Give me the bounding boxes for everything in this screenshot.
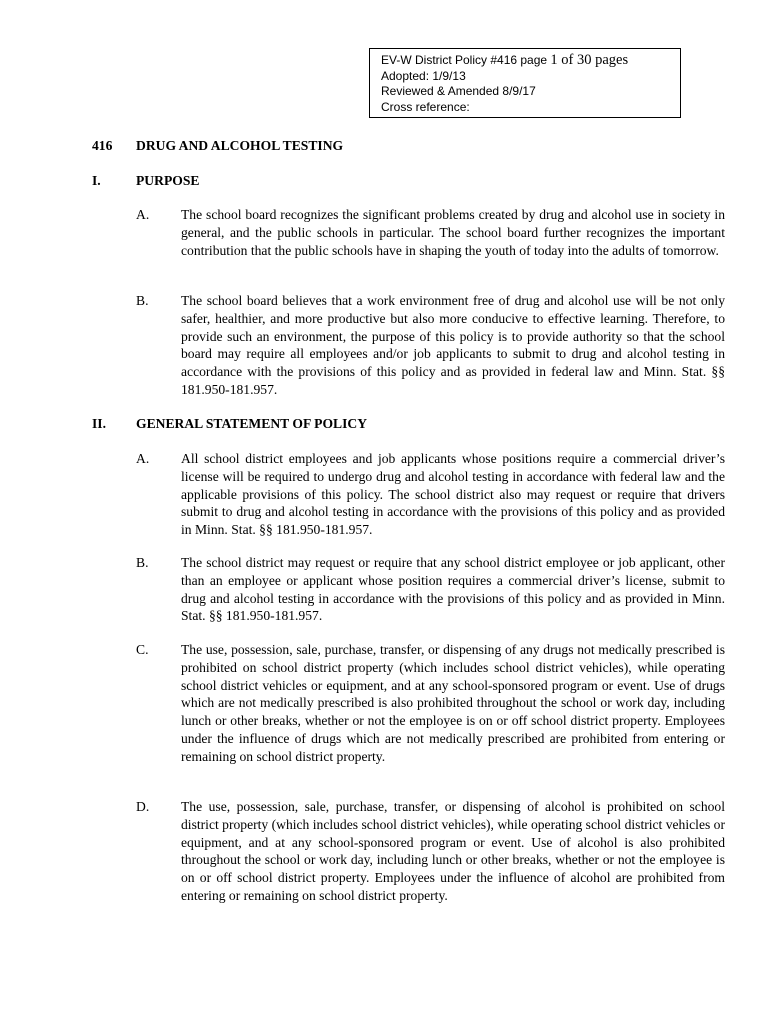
reviewed-date: Reviewed & Amended 8/9/17 — [381, 84, 536, 98]
item-letter: B. — [136, 293, 149, 308]
policy-header-box — [369, 48, 681, 118]
item-paragraph: The use, possession, sale, purchase, transfer, or dispensing of alcohol is prohibited on school district property (which includes school district vehicles), while operating school district vehicles or equipment, and at any school-sponsored program or event. Use of alcohol is also prohibited throughout the school or work day, including lunch or other breaks, whether or not the employee is on or off school district property. Employees under the influence of alcohol are prohibited from entering or remaining on school district property. — [181, 799, 725, 903]
item-paragraph: The use, possession, sale, purchase, transfer, or dispensing of any drugs not medically prescribed is prohibited on school district property (which includes school district vehicles), while operating school district vehicles or equipment, and at any school-sponsored program or event. Use of drugs which are not medically prescribed is also prohibited throughout the school or work day, including lunch or other breaks, whether or not the employee is on or off school district property. Employees under the influence of drugs which are not medically prescribed are prohibited from entering or remaining on school district property. — [181, 642, 725, 764]
policy-title: DRUG AND ALCOHOL TESTING — [136, 138, 344, 153]
page-info: 1 of 30 pages — [550, 52, 629, 68]
item-letter: C. — [136, 642, 149, 657]
item-letter: D. — [136, 799, 150, 814]
item-letter: A. — [136, 207, 150, 222]
item-paragraph: The school district may request or require that any school district employee or job applicant, other than an employee or applicant whose position requires a commercial driver’s license, submit to drug and alcohol testing in accordance with the provisions of this policy and as provided in Minn. Stat. §§ 181.950-181.957. — [181, 555, 725, 624]
cross-reference: Cross reference: — [381, 99, 470, 114]
item-letter: A. — [136, 451, 150, 466]
item-paragraph: The school board believes that a work environment free of drug and alcohol use will be not only safer, healthier, and more productive but also more conducive to effective learning. Therefore, to provide such an environment, the purpose of this policy is to provide authority so that the school board may require all employees and/or job applicants to submit to drug and alcohol testing in accordance with the provisions of this policy and as provided in federal law and Minn. Stat. §§ 181.950-181.957. — [181, 293, 725, 397]
policy-line — [381, 53, 680, 69]
item-paragraph: The school board recognizes the significant problems created by drug and alcohol use in society in general, and the public schools in particular. The school board further recognizes the important contribution that the public schools have in shaping the youth of today into the adults of tomorrow. — [181, 207, 725, 258]
section-number: II. — [92, 416, 106, 431]
section-number: I. — [92, 173, 101, 188]
section-heading: PURPOSE — [136, 173, 200, 188]
item-letter: B. — [136, 555, 149, 570]
policy-number: EV-W District Policy #416 page — [381, 53, 548, 67]
item-paragraph: All school district employees and job applicants whose positions require a commercial driver’s license will be required to undergo drug and alcohol testing in accordance with federal law and the applicable provisions of this policy. The school district also may request or require that drivers submit to drug and alcohol testing in accordance with the provisions of this policy and as provided in Minn. Stat. §§ 181.950-181.957. — [181, 451, 725, 538]
section-heading: GENERAL STATEMENT OF POLICY — [136, 416, 368, 431]
policy-number-label: 416 — [92, 138, 113, 153]
adopted-date: Adopted: 1/9/13 — [381, 68, 466, 83]
